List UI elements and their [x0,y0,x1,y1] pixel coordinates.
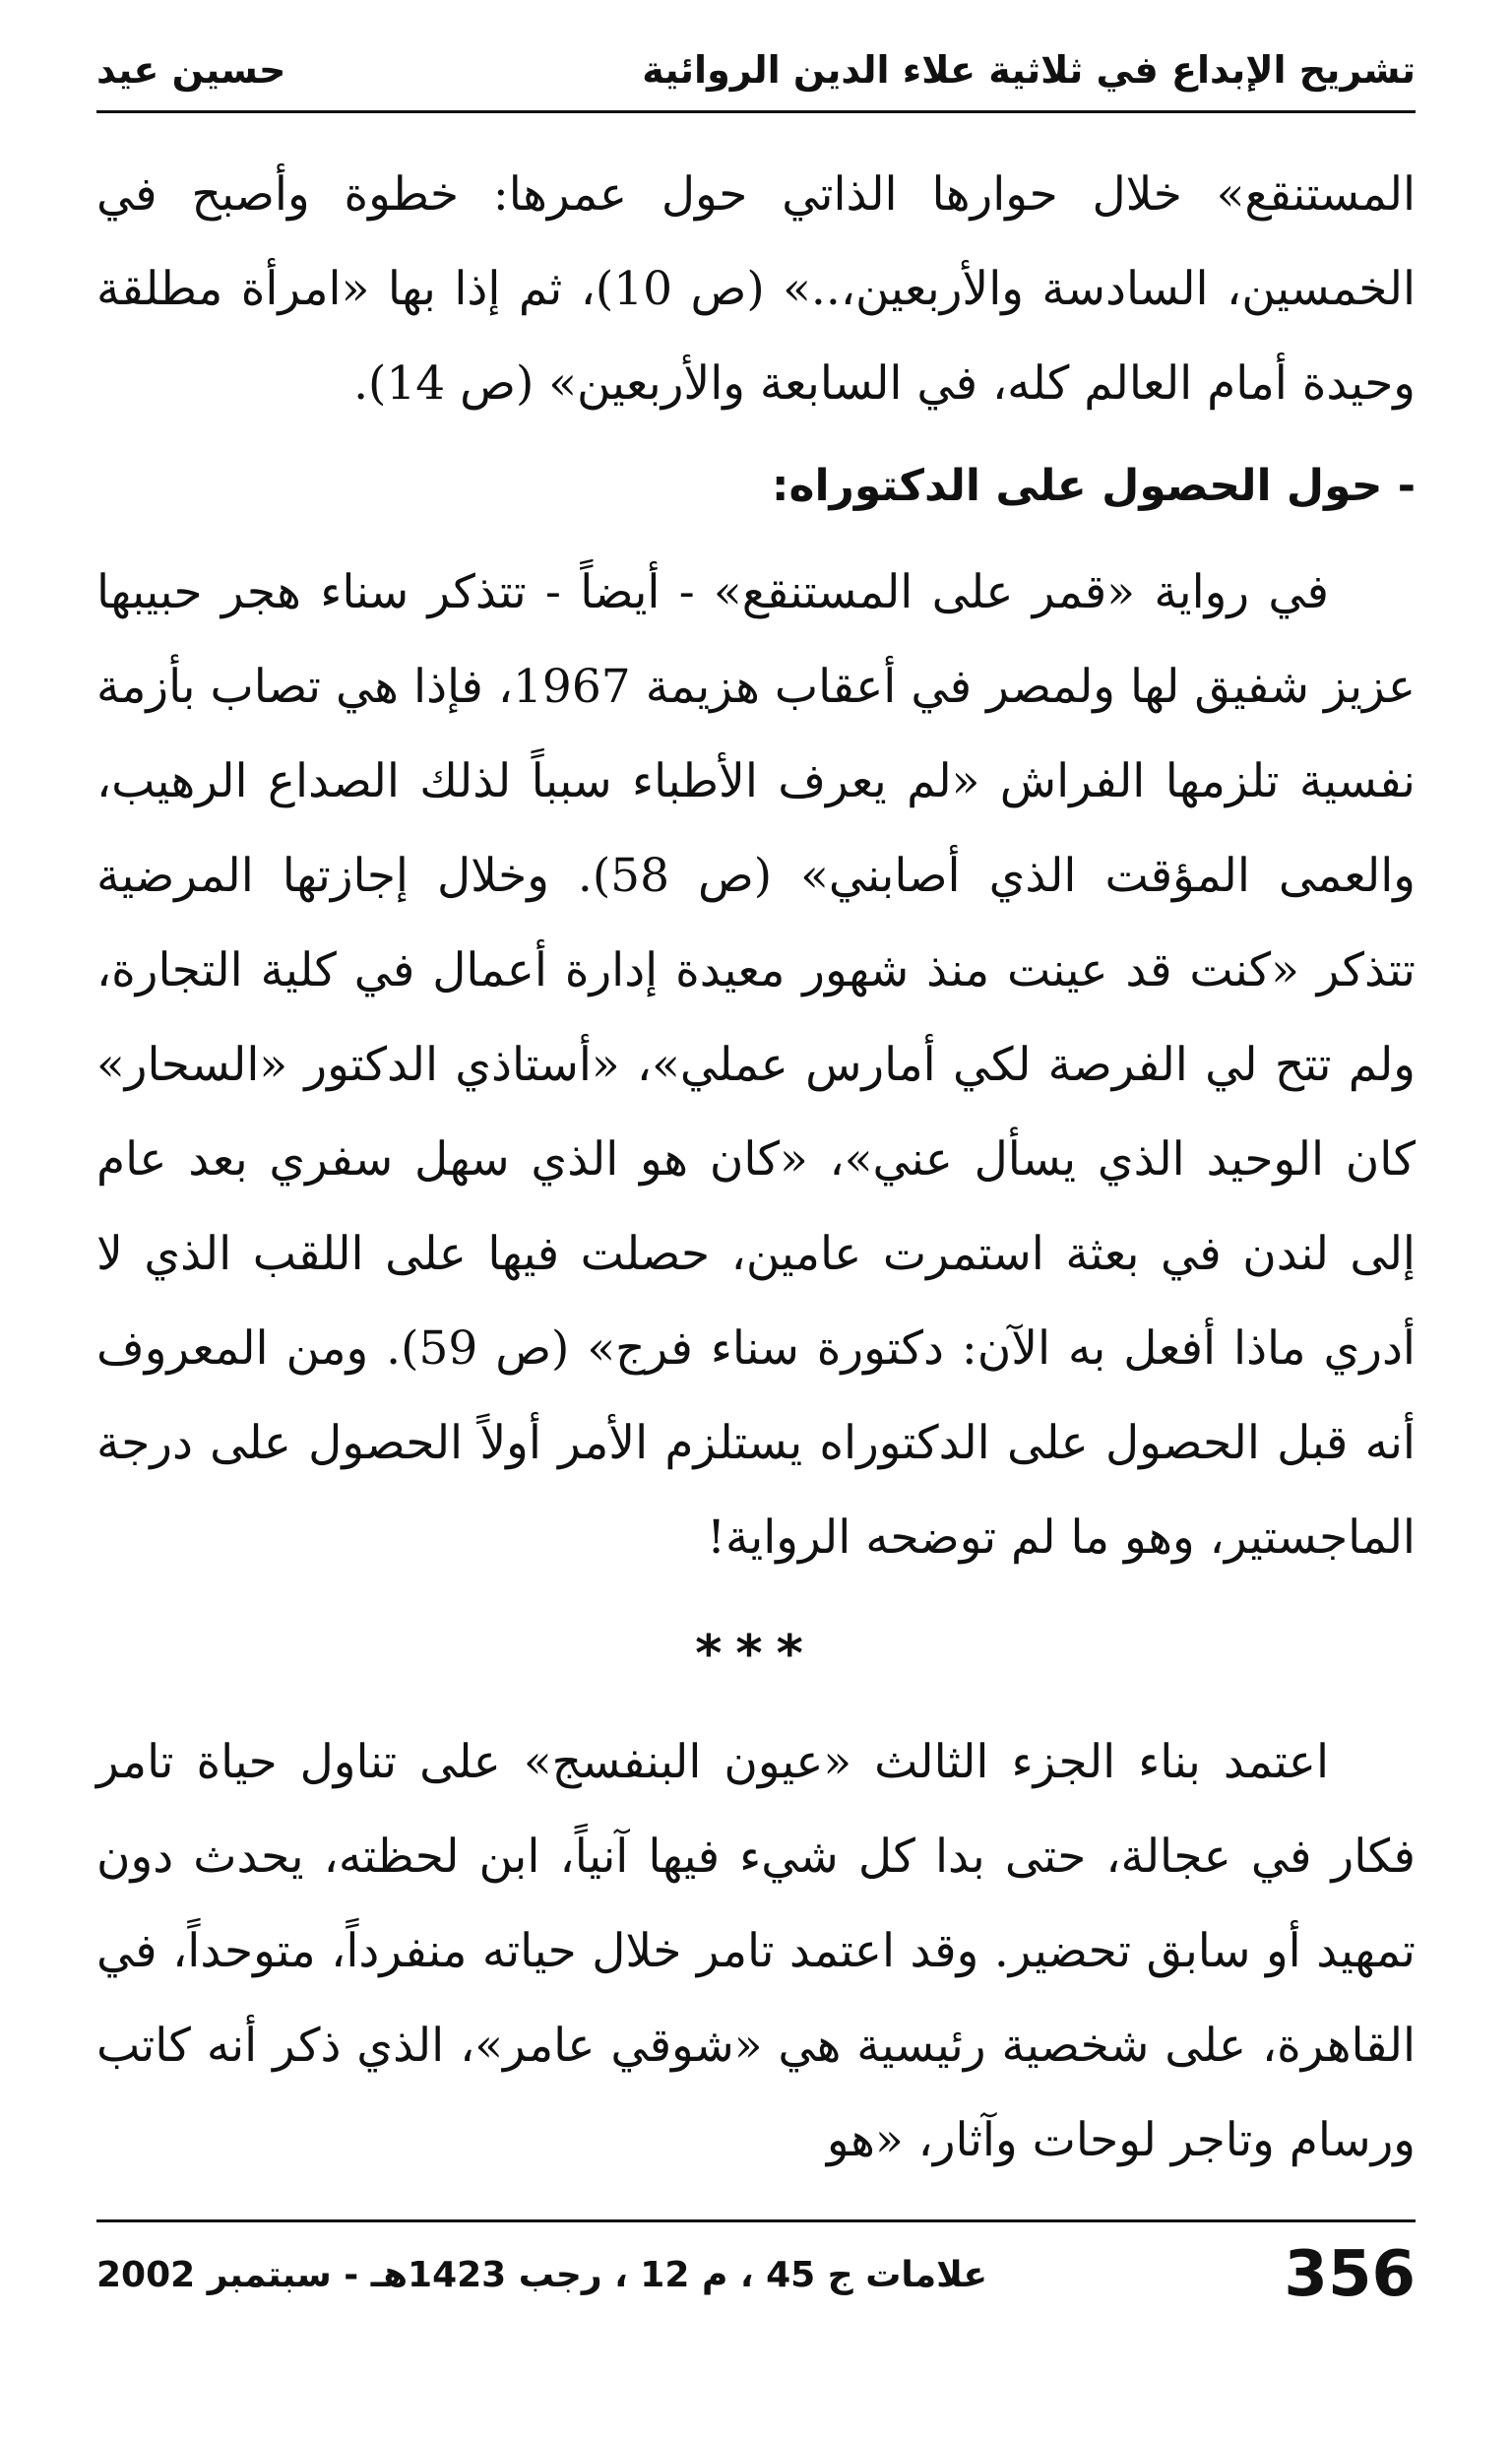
paragraph-violet-eyes: اعتمد بناء الجزء الثالث «عيون البنفسج» على تناول حياة تامر فكار في عجالة، حتى بدا كل شيء فيها آنياً، ابن لحظته، يحدث دون تمهيد أو سابق تحضير. وقد اعتمد تامر خلال حياته منفرداً، متوحداً، في القاهرة، على شخصية رئيسية هي «شوقي عامر»، الذي ذكر أنه كاتب ورسام وتاجر لوحات وآثار، «هو [96,1735,1416,2167]
section-separator: *** [695,1625,817,1684]
section-heading: - حول الحصول على الدكتوراه: [771,461,1416,511]
footer-rule [96,2219,1416,2222]
running-head-title: تشريح الإبداع في ثلاثية علاء الدين الروائية [642,48,1416,92]
running-head-author: حسين عيد [96,48,286,92]
journal-info: علامات ج 45 ، م 12 ، رجب 1423هـ - سبتمبر 2002 [96,2254,988,2295]
paragraph-continuation: المستنقع» خلال حوارها الذاتي حول عمرها: خطوة وأصبح في الخمسين، السادسة والأربعين،..» (ص 10)، ثم إذا بها «امرأة مطلقة وحيدة أمام العالم كله، في السابعة والأربعين» (ص 14). [96,167,1416,411]
page-footer [96,2235,1416,2314]
running-head [96,35,1416,104]
article-body [96,148,1416,2188]
paragraph-doctorate: في رواية «قمر على المستنقع» - أيضاً - تتذكر سناء هجر حبيبها عزيز شفيق لها ولمصر في أعقاب هزيمة 1967، فإذا هي تصاب بأزمة نفسية تلزمها الفراش «لم يعرف الأطباء سبباً لذلك الصداع الرهيب، والعمى المؤقت الذي أصابني» (ص 58). وخلال إجازتها المرضية تتذكر «كنت قد عينت منذ شهور معيدة إدارة أعمال في كلية التجارة، ولم تتح لي الفرصة لكي أمارس عملي»، «أستاذي الدكتور «السحار» كان الوحيد الذي يسأل عني»، «كان هو الذي سهل سفري بعد عام إلى لندن في بعثة استمرت عامين، حصلت فيها على اللقب الذي لا أدري ماذا أفعل به الآن: دكتورة سناء فرج» (ص 59). ومن المعروف أنه قبل الحصول على الدكتوراه يستلزم الأمر أولاً الحصول على درجة الماجستير، وهو ما لم توضحه الرواية! [96,565,1417,1565]
page-number: 356 [1284,2238,1416,2311]
header-rule [96,110,1416,113]
